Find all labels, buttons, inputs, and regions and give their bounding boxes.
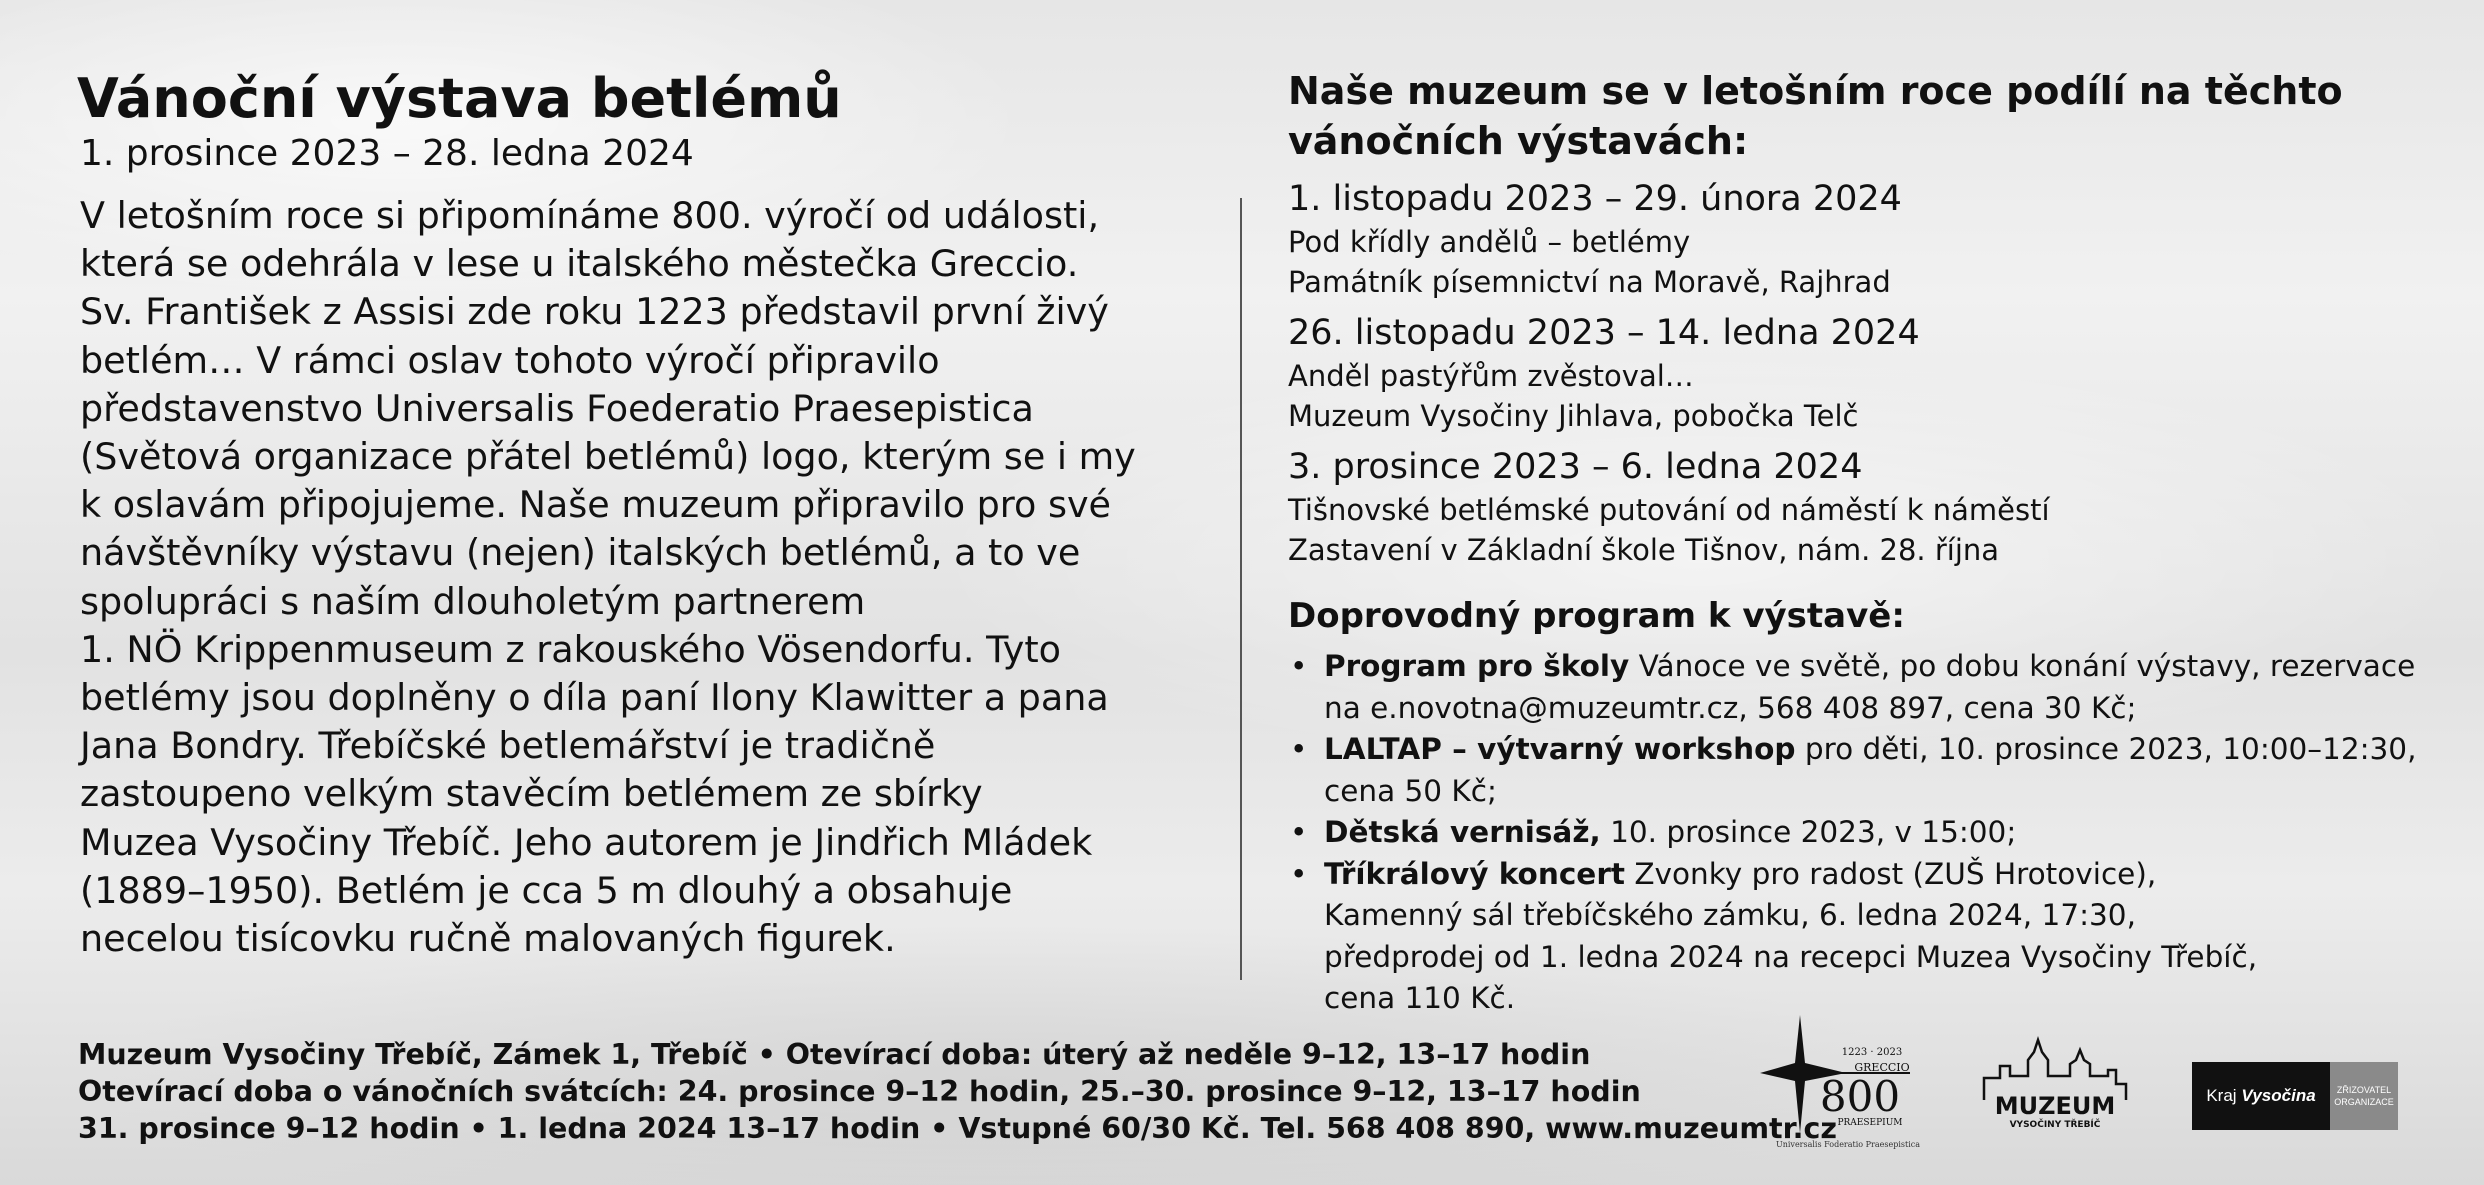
intro-line: spolupráci s naším dlouholetým partnerem [80, 579, 866, 623]
kraj-logo-dark [2192, 1062, 2330, 1130]
muzeum-logo [1980, 1030, 2130, 1130]
footer-line: 31. prosince 9–12 hodin • 1. ledna 2024 13–17 hodin • Vstupné 60/30 Kč. Tel. 568 408 890, www.muzeumtr.cz [78, 1112, 1837, 1145]
intro-line: betlémy jsou doplněny o díla paní Ilony Klawitter a pana [80, 676, 1109, 720]
program-list [1288, 646, 2468, 1020]
intro-line: betlém… V rámci oslav tohoto výročí připravilo [80, 338, 940, 382]
exhibition-item [1288, 176, 2438, 302]
footer-line: Otevírací doba o vánočních svátcích: 24. prosince 9–12 hodin, 25.–30. prosince 9–12, 13–17 hodin [78, 1075, 1641, 1108]
intro-line: necelou tisícovku ručně malovaných figurek. [80, 917, 896, 961]
intro-line: (Světová organizace přátel betlémů) logo, kterým se i my [80, 435, 1136, 479]
program-item-text: Zvonky pro radost (ZUŠ Hrotovice), [1624, 856, 2157, 891]
program-item-cont: předprodej od 1. ledna 2024 na recepci Muzea Vysočiny Třebíč, [1324, 939, 2258, 974]
program-item-cont: na e.novotna@muzeumtr.cz, 568 408 897, cena 30 Kč; [1324, 690, 2137, 725]
column-divider [1240, 198, 1242, 980]
program-item-title: Dětská vernisáž, [1324, 815, 1601, 849]
exhibitions-heading-line: vánočních výstavách: [1288, 119, 1749, 163]
intro-line: (1889–1950). Betlém je cca 5 m dlouhý a obsahuje [80, 868, 1013, 912]
kraj-vysocina-logo [2192, 1062, 2398, 1130]
program-item-text: Vánoce ve světě, po dobu konání výstavy, rezervace [1629, 649, 2416, 683]
muzeum-logo-sub: VYSOČINY TŘEBÍČ [2009, 1120, 2101, 1130]
program-item [1288, 812, 2468, 854]
intro-line: představenstvo Universalis Foederatio Praesepistica [80, 386, 1034, 430]
intro-line: V letošním roce si připomínáme 800. výročí od události, [80, 194, 1100, 237]
program-item-cont: cena 110 Kč. [1324, 981, 1516, 1015]
bullet: • [1290, 732, 1308, 766]
exhibition-name: Pod křídly andělů – betlémy [1288, 225, 1691, 259]
bullet: • [1290, 815, 1308, 849]
program-item-text: 10. prosince 2023, v 15:00; [1600, 815, 2017, 849]
program-item [1288, 854, 2468, 1020]
exhibition-name: Tišnovské betlémské putování od náměstí k náměstí [1288, 493, 2050, 527]
page-title: Vánoční výstava betlémů [77, 67, 842, 130]
intro-line: Jana Bondry. Třebíčské betlemářství je tradičně [80, 724, 936, 768]
footer-line: Muzeum Vysočiny Třebíč, Zámek 1, Třebíč • Otevírací doba: úterý až neděle 9–12, 13–17 hodin [78, 1038, 1591, 1071]
footer-info [78, 1036, 1837, 1147]
kraj-logo-role-line: ORGANIZACE [2334, 1097, 2394, 1107]
exhibition-item [1288, 444, 2438, 570]
program-item-cont: cena 50 Kč; [1324, 773, 1497, 808]
program-item-title: Tříkrálový koncert [1324, 856, 1625, 891]
program-item-cont: Kamenný sál třebíčského zámku, 6. ledna 2024, 17:30, [1324, 898, 2136, 932]
intro-line: návštěvníky výstavu (nejen) italských betlémů, a to ve [80, 531, 1081, 575]
intro-line: k oslavám připojujeme. Naše muzeum připravilo pro své [80, 483, 1112, 527]
logo-years: 1223 · 2023 [1841, 1047, 1903, 1058]
intro-line: 1. NÖ Krippenmuseum z rakouského Vösendorfu. Tyto [80, 627, 1061, 671]
greccio-800-logo [1760, 1015, 1930, 1155]
intro-line: která se odehrála v lese u italského městečka Greccio. [80, 242, 1079, 286]
exhibition-place: Muzeum Vysočiny Jihlava, pobočka Telč [1288, 399, 1859, 433]
kraj-logo-role [2330, 1062, 2398, 1130]
exhibition-name: Anděl pastýřům zvěstoval… [1288, 359, 1694, 393]
logo-word-bottom: PRAESEPIUM [1837, 1118, 1903, 1128]
program-item-title: LALTAP – výtvarný workshop [1324, 732, 1796, 766]
program-item-title: Program pro školy [1324, 649, 1630, 683]
logo-number: 800 [1819, 1072, 1901, 1121]
exhibition-place: Památník písemnictví na Moravě, Rajhrad [1288, 265, 1891, 299]
intro-text [80, 192, 1200, 963]
intro-line: Muzea Vysočiny Třebíč. Jeho autorem je Jindřich Mládek [80, 820, 1093, 864]
castle-outline-icon [1984, 1040, 2126, 1100]
program-heading: Doprovodný program k výstavě: [1288, 596, 1905, 636]
intro-line: Sv. František z Assisi zde roku 1223 představil první živý [80, 290, 1109, 334]
exhibition-date: 26. listopadu 2023 – 14. ledna 2024 [1288, 313, 1920, 353]
bullet: • [1290, 649, 1308, 683]
intro-line: zastoupeno velkým stavěcím betlémem ze sbírky [80, 772, 983, 816]
muzeum-logo-name: MUZEUM [1994, 1092, 2116, 1120]
kraj-logo-name: Vysočina [2241, 1086, 2316, 1105]
program-item [1288, 646, 2468, 729]
kraj-logo-role-line: ZŘIZOVATEL [2336, 1085, 2392, 1095]
exhibition-date: 1. listopadu 2023 – 29. února 2024 [1288, 179, 1902, 219]
exhibition-place: Zastavení v Základní škole Tišnov, nám. 28. října [1288, 533, 2000, 567]
program-item [1288, 729, 2468, 812]
exhibitions-heading-line: Naše muzeum se v letošním roce podílí na těchto [1288, 69, 2343, 113]
exhibition-date: 3. prosince 2023 – 6. ledna 2024 [1288, 447, 1863, 487]
exhibitions-heading [1288, 66, 2343, 166]
program-item-text: pro děti, 10. prosince 2023, 10:00–12:30, [1795, 732, 2417, 766]
exhibition-dates: 1. prosince 2023 – 28. ledna 2024 [80, 133, 694, 174]
logo-caption: Universalis Foderatio Praesepistica [1775, 1140, 1921, 1149]
exhibition-item [1288, 310, 2438, 436]
kraj-logo-prefix: Kraj [2206, 1086, 2237, 1105]
logo-word-top: GRECCIO [1854, 1061, 1910, 1074]
bullet: • [1290, 856, 1308, 891]
